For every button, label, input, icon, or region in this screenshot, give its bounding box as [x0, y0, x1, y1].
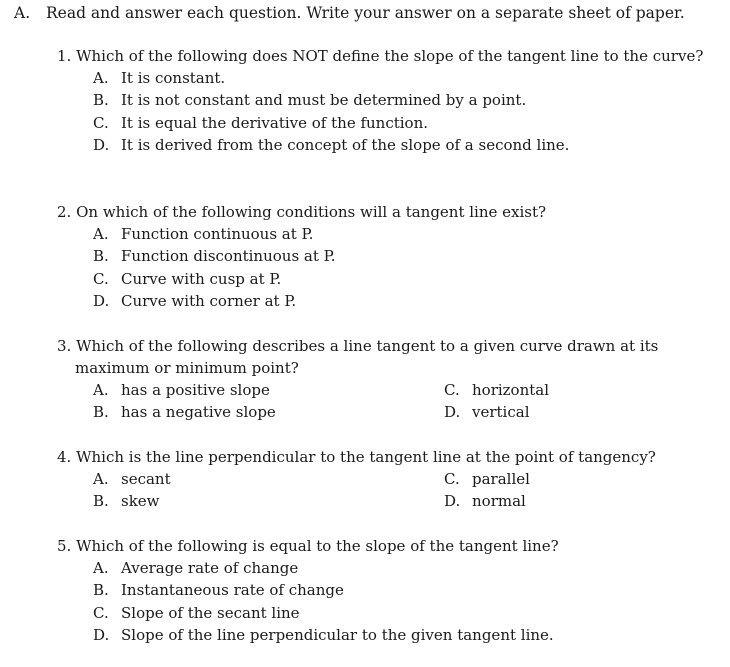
- option-label: A.: [93, 69, 109, 87]
- question-stem: [57, 335, 717, 379]
- option-a: [93, 557, 717, 579]
- option-d: [93, 624, 717, 646]
- question-1: [57, 45, 717, 157]
- options-grid: [93, 379, 717, 424]
- option-label: C.: [444, 470, 460, 488]
- option-label: A.: [93, 381, 109, 399]
- section-heading: [14, 4, 685, 22]
- option-label: D.: [93, 292, 110, 311]
- option-d: [93, 290, 717, 312]
- question-number: 4.: [57, 448, 72, 466]
- option-c: [93, 268, 717, 290]
- option-label: B.: [93, 581, 109, 600]
- option-a: [93, 67, 717, 89]
- option-text: has a negative slope: [121, 403, 276, 422]
- option-label: D.: [444, 492, 461, 511]
- option-label: A.: [93, 225, 109, 243]
- question-2: [57, 201, 717, 313]
- option-a: [93, 223, 717, 245]
- option-label: A.: [93, 470, 109, 488]
- option-text: Average rate of change: [121, 559, 299, 577]
- option-a: [93, 379, 444, 401]
- question-text: Which of the following does NOT define the slope of the tangent line to the curve?: [76, 47, 704, 65]
- option-text: vertical: [472, 403, 530, 422]
- section-letter: A.: [14, 4, 31, 22]
- question-stem: [57, 535, 717, 557]
- option-label: C.: [93, 269, 109, 288]
- question-text: Which of the following is equal to the slope of the tangent line?: [76, 537, 559, 555]
- option-text: Slope of the line perpendicular to the given tangent line.: [121, 626, 554, 645]
- option-label: B.: [93, 91, 109, 110]
- question-number: 3.: [57, 337, 72, 355]
- option-text: Instantaneous rate of change: [121, 581, 344, 600]
- option-text: It is not constant and must be determined by a point.: [121, 91, 527, 110]
- option-label: D.: [93, 136, 110, 155]
- question-text: Which of the following describes a line tangent to a given curve drawn at its maximum or minimum point?: [75, 337, 659, 377]
- options-grid: [93, 468, 717, 513]
- option-label: B.: [93, 492, 109, 511]
- option-text: horizontal: [472, 381, 550, 399]
- question-4: [57, 446, 717, 513]
- question-text: Which is the line perpendicular to the tangent line at the point of tangency?: [76, 448, 656, 466]
- option-text: It is constant.: [121, 69, 226, 87]
- section-instruction: Read and answer each question. Write your answer on a separate sheet of paper.: [46, 4, 685, 22]
- option-text: Curve with cusp at P.: [121, 269, 282, 288]
- question-number: 1.: [57, 47, 72, 65]
- question-number: 2.: [57, 203, 72, 221]
- question-stem: [57, 446, 717, 468]
- option-text: Function discontinuous at P.: [121, 247, 336, 266]
- option-text: secant: [121, 470, 171, 488]
- option-b: [93, 401, 444, 423]
- option-label: C.: [444, 381, 460, 399]
- question-3: [57, 335, 717, 424]
- option-d: [444, 490, 644, 512]
- option-text: Slope of the secant line: [121, 603, 300, 622]
- option-text: skew: [121, 492, 160, 511]
- option-text: It is derived from the concept of the slope of a second line.: [121, 136, 570, 155]
- question-5: [57, 535, 717, 647]
- option-text: parallel: [472, 470, 530, 488]
- option-text: has a positive slope: [121, 381, 270, 399]
- option-label: C.: [93, 603, 109, 622]
- option-text: Curve with corner at P.: [121, 292, 297, 311]
- option-label: D.: [93, 626, 110, 645]
- options-list: [93, 557, 717, 647]
- option-b: [93, 490, 444, 512]
- question-number: 5.: [57, 537, 72, 555]
- option-label: B.: [93, 247, 109, 266]
- question-stem: [57, 45, 717, 67]
- options-list: [93, 67, 717, 157]
- option-a: [93, 468, 444, 490]
- option-d: [444, 401, 644, 423]
- option-label: A.: [93, 559, 109, 577]
- option-b: [93, 245, 717, 267]
- option-label: C.: [93, 113, 109, 132]
- option-text: Function continuous at P.: [121, 225, 314, 243]
- option-label: B.: [93, 403, 109, 422]
- option-c: [93, 112, 717, 134]
- option-text: normal: [472, 492, 526, 511]
- option-c: [444, 379, 644, 401]
- options-list: [93, 223, 717, 313]
- question-stem: [57, 201, 717, 223]
- option-d: [93, 134, 717, 156]
- option-c: [444, 468, 644, 490]
- option-text: It is equal the derivative of the function.: [121, 113, 429, 132]
- option-c: [93, 602, 717, 624]
- question-text: On which of the following conditions will a tangent line exist?: [76, 203, 547, 221]
- option-label: D.: [444, 403, 461, 422]
- option-b: [93, 89, 717, 111]
- option-b: [93, 579, 717, 601]
